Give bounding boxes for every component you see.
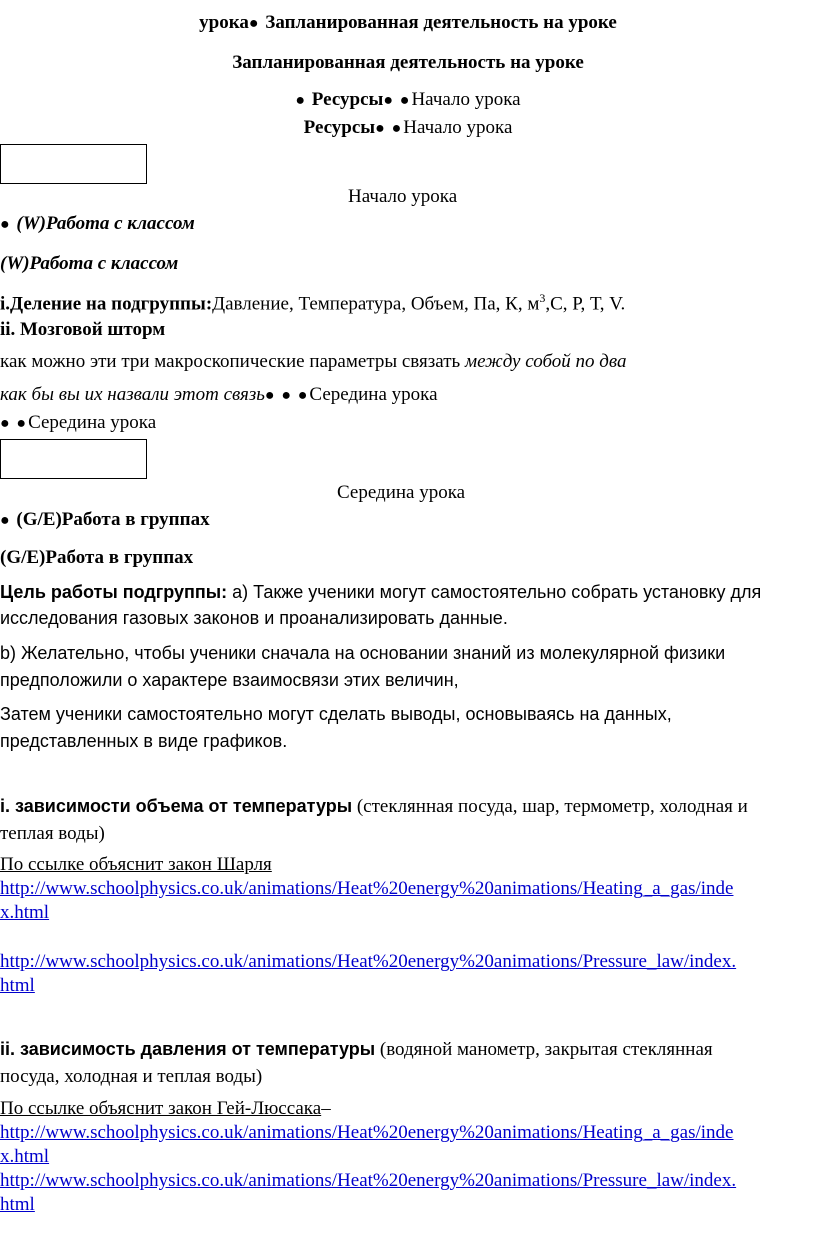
- question-line-1: [0, 350, 626, 374]
- section-i-line-1: [0, 794, 748, 819]
- question-italic: между собой по два: [464, 351, 627, 372]
- bullet-icon: ●: [0, 216, 10, 233]
- goal-line-5: Затем ученики самостоятельно могут сделать выводы, основываясь на данных,: [0, 704, 672, 724]
- bullet-icon: ●: [281, 387, 291, 404]
- goal-line-3: b) Желательно, чтобы ученики сначала на основании знаний из молекулярной физики: [0, 643, 726, 663]
- section-ii-link-2b[interactable]: html: [0, 1194, 35, 1215]
- question-italic: как бы вы их назвали этот связь: [0, 384, 265, 405]
- heading-2: Запланированная деятельность на уроке: [232, 52, 584, 73]
- resources-line-2: [0, 116, 816, 141]
- division-line: [0, 286, 625, 316]
- section-ii-link-1a[interactable]: http://www.schoolphysics.co.uk/animations/Heat%20energy%20animations/Heating_a_gas/inde: [0, 1122, 734, 1143]
- bullet-icon: ●: [295, 92, 306, 109]
- resources-line-1: [0, 88, 816, 113]
- section-i-law: По ссылке объяснит закон Шарля: [0, 854, 272, 875]
- section-i-text: (стеклянная посуда, шар, термометр, холодная и: [352, 796, 748, 817]
- w-bullet-text: (W)Работа с классом: [16, 213, 195, 234]
- question-plain: как можно эти три макроскопические параметры связать: [0, 351, 465, 372]
- lesson-middle-text: Середина урока: [309, 384, 438, 405]
- heading-1-part-a: урока: [199, 12, 249, 33]
- goal-label: Цель работы подгруппы:: [0, 582, 228, 602]
- bullet-icon: ●: [16, 415, 27, 432]
- bullet-icon: ●: [399, 92, 410, 109]
- goal-text: а) Также ученики могут самостоятельно собрать установку для: [227, 582, 762, 602]
- goal-line-6: представленных в виде графиков.: [0, 731, 288, 751]
- bullet-icon: ●: [375, 120, 385, 137]
- section-ii-dash: –: [321, 1098, 331, 1119]
- bullet-icon: ●: [248, 15, 259, 32]
- section-i-link-1b[interactable]: x.html: [0, 902, 50, 923]
- section-ii-link-1b[interactable]: x.html: [0, 1146, 50, 1167]
- lesson-start-text: Начало урока: [403, 117, 513, 138]
- division-rest: ,С, Р, Т, V.: [545, 293, 626, 315]
- section-ii-line-1: [0, 1037, 713, 1062]
- resources-label: Ресурсы: [311, 89, 384, 110]
- middle-bullet-line: [0, 411, 156, 436]
- section-i-link-2b[interactable]: html: [0, 975, 35, 996]
- resources-label: Ресурсы: [303, 117, 376, 138]
- goal-line-4: предположили о характере взаимосвязи этих величин,: [0, 670, 459, 690]
- lesson-start-label: Начало урока: [348, 186, 458, 207]
- ge-bullet-text: (G/E)Работа в группах: [16, 509, 210, 530]
- section-ii-law: По ссылке объяснит закон Гей-Люссака: [0, 1098, 322, 1119]
- section-ii-title: ii. зависимость давления от температуры: [0, 1039, 376, 1059]
- empty-box: [0, 439, 147, 479]
- lesson-middle-text: Середина урока: [28, 412, 157, 433]
- empty-box: [0, 144, 147, 184]
- division-text: Давление, Температура, Объем, Па, К, м: [212, 293, 540, 315]
- bullet-icon: ●: [264, 387, 275, 404]
- section-i-link-2a[interactable]: http://www.schoolphysics.co.uk/animations/Heat%20energy%20animations/Pressure_law/index.: [0, 951, 737, 972]
- bullet-icon: ●: [383, 92, 394, 109]
- heading-1: [0, 11, 816, 36]
- goal-line-2: исследования газовых законов и проанализировать данные.: [0, 608, 508, 628]
- bullet-icon: ●: [0, 415, 10, 432]
- section-i-link-1a[interactable]: http://www.schoolphysics.co.uk/animations/Heat%20energy%20animations/Heating_a_gas/inde: [0, 878, 734, 899]
- lesson-middle-label: Середина урока: [337, 482, 466, 503]
- section-i-line-2: теплая воды): [0, 823, 105, 844]
- ge-bullet-line: [0, 508, 210, 533]
- ge-heading: (G/E)Работа в группах: [0, 547, 194, 568]
- brainstorm-heading: ii. Мозговой шторм: [0, 319, 166, 340]
- goal-line-1: [0, 580, 761, 604]
- heading-1-part-b: Запланированная деятельность на уроке: [265, 12, 617, 33]
- section-ii-law-line: [0, 1097, 331, 1121]
- division-sup: 3: [539, 291, 546, 305]
- section-ii-text: (водяной манометр, закрытая стеклянная: [375, 1039, 713, 1060]
- bullet-icon: ●: [391, 120, 402, 137]
- section-ii-line-2: посуда, холодная и теплая воды): [0, 1066, 263, 1087]
- section-ii-link-2a[interactable]: http://www.schoolphysics.co.uk/animations/Heat%20energy%20animations/Pressure_law/index.: [0, 1170, 737, 1191]
- section-i-title: i. зависимости объема от температуры: [0, 796, 353, 816]
- w-bullet-line: [0, 212, 195, 237]
- w-heading: (W)Работа с классом: [0, 253, 179, 274]
- lesson-start-text: Начало урока: [411, 89, 521, 110]
- division-label: i.Деление на подгруппы:: [0, 293, 213, 315]
- question-line-2: [0, 383, 438, 408]
- bullet-icon: ●: [0, 512, 10, 529]
- bullet-icon: ●: [297, 387, 308, 404]
